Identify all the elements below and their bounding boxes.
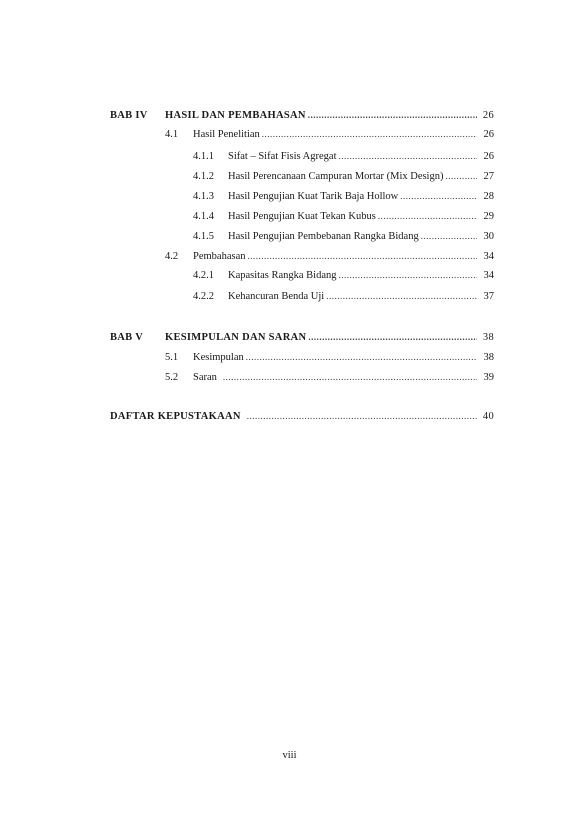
dot-leader	[262, 129, 477, 139]
toc-entry-page: 28	[483, 191, 494, 202]
toc-entry-daftar-kepustakaan	[110, 411, 494, 425]
dot-leader	[421, 231, 477, 241]
dot-leader	[378, 211, 477, 221]
dot-leader	[308, 110, 477, 120]
toc-entry-number: 4.1.3	[193, 191, 214, 202]
toc-entry-4-1-4	[193, 211, 494, 225]
toc-entry-page: 29	[483, 211, 494, 222]
dot-leader	[338, 270, 477, 280]
toc-entry-4-2	[165, 251, 494, 265]
toc-entry-bab-v	[110, 332, 494, 346]
toc-entry-title: Pembahasan	[193, 251, 246, 262]
toc-entry-page: 37	[483, 291, 494, 302]
toc-entry-title: Kapasitas Rangka Bidang	[228, 270, 337, 281]
toc-entry-4-2-1	[193, 270, 494, 284]
toc-entry-number: 4.1	[165, 129, 179, 140]
toc-entry-4-2-2	[193, 291, 494, 305]
toc-entry-title: Sifat – Sifat Fisis Agregat	[228, 151, 337, 162]
toc-entry-page: 38	[482, 332, 494, 343]
toc-entry-title: KESIMPULAN DAN SARAN	[165, 332, 307, 343]
toc-entry-number: BAB V	[110, 332, 144, 343]
toc-entry-page: 40	[482, 411, 494, 422]
toc-entry-number: 4.2	[165, 251, 179, 262]
toc-entry-title: DAFTAR KEPUSTAKAAN	[110, 411, 241, 422]
toc-entry-page: 39	[483, 372, 494, 383]
toc-entry-page: 26	[483, 129, 494, 140]
toc-entry-page: 34	[483, 270, 494, 281]
toc-entry-title: Hasil Pengujian Pembebanan Rangka Bidang	[228, 231, 419, 242]
toc-entry-4-1-5	[193, 231, 494, 245]
page-number: viii	[282, 750, 297, 761]
toc-entry-title: Hasil Perencanaan Campuran Mortar (Mix Design)	[228, 171, 444, 182]
dot-leader	[339, 151, 478, 161]
toc-entry-title: Saran	[193, 372, 217, 383]
dot-leader	[445, 171, 477, 181]
toc-entry-4-1-3	[193, 191, 494, 205]
toc-entry-number: 5.1	[165, 352, 179, 363]
dot-leader	[248, 251, 478, 261]
toc-entry-page: 34	[483, 251, 494, 262]
toc-entry-number: 4.1.1	[193, 151, 214, 162]
toc-entry-title: Hasil Penelitian	[193, 129, 260, 140]
dot-leader	[223, 372, 477, 382]
toc-entry-5-2	[165, 372, 494, 386]
toc-entry-title: Hasil Pengujian Kuat Tekan Kubus	[228, 211, 376, 222]
toc-entry-number: 4.1.4	[193, 211, 214, 222]
toc-entry-page: 27	[483, 171, 494, 182]
dot-leader	[246, 352, 477, 362]
toc-entry-number: 4.2.2	[193, 291, 214, 302]
toc-entry-page: 30	[483, 231, 494, 242]
toc-entry-title: Kesimpulan	[193, 352, 244, 363]
toc-entry-title: HASIL DAN PEMBAHASAN	[165, 110, 306, 121]
toc-entry-number: 5.2	[165, 372, 179, 383]
toc-entry-5-1	[165, 352, 494, 366]
toc-entry-number: 4.1.2	[193, 171, 214, 182]
toc-entry-4-1	[165, 129, 494, 143]
toc-entry-number: BAB IV	[110, 110, 148, 121]
toc-entry-4-1-2	[193, 171, 494, 185]
toc-entry-title: Hasil Pengujian Kuat Tarik Baja Hollow	[228, 191, 399, 202]
dot-leader	[400, 191, 477, 201]
toc-entry-bab-iv	[110, 110, 494, 124]
dot-leader	[308, 332, 477, 342]
dot-leader	[247, 411, 477, 421]
dot-leader	[326, 291, 477, 301]
toc-entry-title: Kehancuran Benda Uji	[228, 291, 325, 302]
toc-entry-page: 38	[483, 352, 494, 363]
toc-entry-page: 26	[482, 110, 494, 121]
toc-entry-number: 4.1.5	[193, 231, 214, 242]
toc-entry-4-1-1	[193, 151, 494, 165]
toc-entry-number: 4.2.1	[193, 270, 214, 281]
toc-entry-page: 26	[483, 151, 494, 162]
